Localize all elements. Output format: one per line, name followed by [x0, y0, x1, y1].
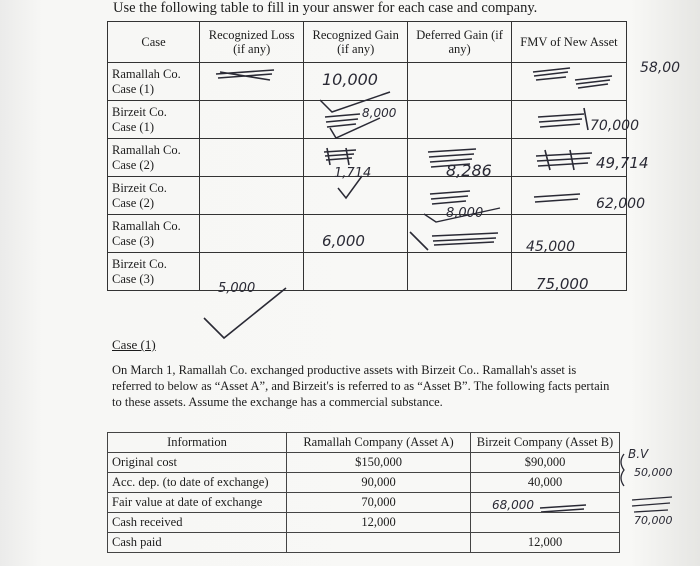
hw-t2-note: 68,000: [492, 498, 534, 512]
asset-b-value: 12,000: [471, 533, 620, 553]
info-label: Cash paid: [108, 533, 287, 553]
info-label: Fair value at date of exchange: [108, 493, 287, 513]
info-label: Acc. dep. (to date of exchange): [108, 473, 287, 493]
hw-r5-gain: 6,000: [322, 232, 365, 250]
hw-margin-fv: 70,000: [634, 514, 673, 527]
table-row: [108, 493, 620, 513]
table-row: [108, 473, 620, 493]
hw-r1-fmv: 58,00: [640, 60, 681, 76]
asset-b-value: $90,000: [471, 453, 620, 473]
asset-a-value: 70,000: [287, 493, 471, 513]
hw-r3-fmv: 49,714: [596, 154, 649, 172]
cell-deferred[interactable]: [408, 253, 512, 291]
cell-gain[interactable]: [304, 253, 408, 291]
asset-a-value: 90,000: [287, 473, 471, 493]
table-row: [108, 453, 620, 473]
row-label: Ramallah Co. Case (2): [108, 139, 200, 177]
cell-deferred[interactable]: [408, 101, 512, 139]
asset-a-value: 12,000: [287, 513, 471, 533]
asset-b-value: 40,000: [471, 473, 620, 493]
header-birzeit: Birzeit Company (Asset B): [471, 433, 620, 453]
header-recognized-gain: Recognized Gain (if any): [304, 22, 408, 63]
case-description: On March 1, Ramallah Co. exchanged productive assets with Birzeit Co.. Ramallah's asset is referred to below as “Asset A”, and Birzeit's is referred to as “Asset B”. The following facts pertain to these assets. Assume the exchange has a commercial substance.: [112, 363, 610, 409]
header-ramallah: Ramallah Company (Asset A): [287, 433, 471, 453]
header-deferred-gain: Deferred Gain (if any): [408, 22, 512, 63]
cell-gain[interactable]: [304, 177, 408, 215]
row-label: Birzeit Co. Case (1): [108, 101, 200, 139]
row-label: Birzeit Co. Case (3): [108, 253, 200, 291]
hw-r3-gain: 1,714: [334, 166, 372, 181]
header-case: Case: [108, 22, 200, 63]
hw-r1-gain: 10,000: [322, 70, 378, 89]
asset-b-value: [471, 513, 620, 533]
cell-loss[interactable]: [200, 215, 304, 253]
row-label: Birzeit Co. Case (2): [108, 177, 200, 215]
table-row: [108, 177, 627, 215]
hw-r2-fmv: 70,000: [590, 118, 639, 134]
info-label: Original cost: [108, 453, 287, 473]
cell-loss[interactable]: [200, 63, 304, 101]
instruction-text: Use the following table to fill in your answer for each case and company.: [113, 0, 538, 16]
asset-a-value: [287, 533, 471, 553]
hw-r4-deferred: 8,000: [446, 206, 484, 221]
cell-fmv[interactable]: [511, 63, 626, 101]
info-table-header: [108, 433, 620, 453]
hw-margin-bv: B.V: [628, 447, 649, 461]
hw-r2-gain: 8,000: [362, 106, 397, 120]
hw-r6-loss: 5,000: [218, 281, 256, 296]
hw-margin-bv-value: 50,000: [634, 466, 673, 479]
row-label: Ramallah Co. Case (1): [108, 63, 200, 101]
hw-r3-deferred: 8,286: [446, 161, 492, 180]
asset-a-value: $150,000: [287, 453, 471, 473]
table-row: [108, 533, 620, 553]
hw-r4-fmv: 62,000: [596, 196, 645, 212]
case-title: Case (1): [112, 337, 156, 352]
scribble-margin: [632, 497, 672, 512]
table-row: [108, 513, 620, 533]
cell-loss[interactable]: [200, 139, 304, 177]
cell-loss[interactable]: [200, 101, 304, 139]
cell-deferred[interactable]: [408, 63, 512, 101]
header-information: Information: [108, 433, 287, 453]
row-label: Ramallah Co. Case (3): [108, 215, 200, 253]
cell-loss[interactable]: [200, 177, 304, 215]
hw-r5-fmv: 45,000: [526, 239, 575, 255]
info-table: [107, 432, 620, 553]
info-label: Cash received: [108, 513, 287, 533]
hw-r6-fmv: 75,000: [536, 275, 589, 293]
answer-table-header: [108, 22, 627, 63]
header-recognized-loss: Recognized Loss (if any): [200, 22, 304, 63]
margin-brace: [621, 454, 624, 486]
header-fmv-new-asset: FMV of New Asset: [511, 22, 626, 63]
